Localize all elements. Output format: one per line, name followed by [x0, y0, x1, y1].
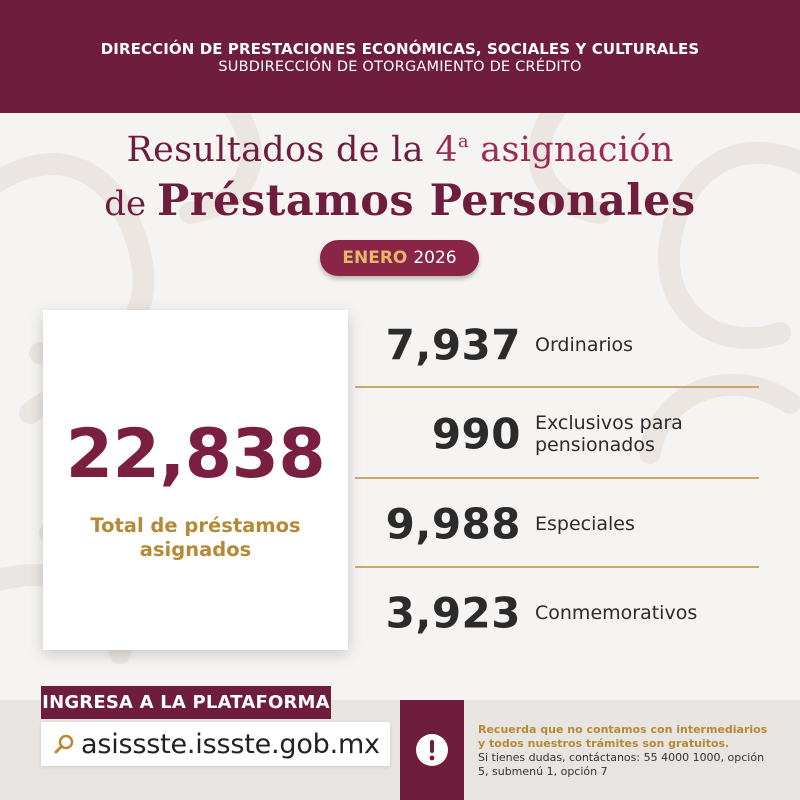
stat-row-ordinarios [355, 300, 759, 390]
notice-highlight: Recuerda que no contamos con intermediarios y todos nuestros trámites son gratuitos. [478, 723, 768, 750]
headline-line1-start: Resultados de la [126, 130, 436, 170]
headline-line1-end: asignación [468, 130, 674, 170]
exclamation-icon [414, 732, 450, 768]
header-subtitle: SUBDIRECCIÓN DE OTORGAMIENTO DE CRÉDITO [218, 59, 582, 75]
header-title: DIRECCIÓN DE PRESTACIONES ECONÓMICAS, SOCIALES Y CULTURALES [100, 40, 700, 58]
notice-text [478, 723, 768, 779]
stat-label: Conmemorativos [535, 602, 698, 624]
stat-row-pensionados [355, 389, 759, 479]
headline-line-2 [0, 176, 800, 226]
stat-row-especiales [355, 479, 759, 569]
platform-title: INGRESA A LA PLATAFORMA [41, 686, 331, 719]
stat-value: 7,937 [385, 320, 521, 370]
stat-row-conmemorativos [355, 568, 759, 658]
notice-contact: Si tienes dudas, contáctanos: 55 4000 1000, opción 5, submenú 1, opción 7 [478, 751, 765, 778]
stat-label: Ordinarios [535, 334, 634, 356]
search-icon [53, 733, 75, 755]
period-year: 2026 [413, 248, 457, 268]
total-card [43, 310, 348, 650]
notice-icon-box [400, 700, 464, 800]
platform-url: asissste.issste.gob.mx [81, 728, 380, 760]
stat-value: 3,923 [385, 588, 521, 638]
stat-label: Exclusivos para pensionados [535, 412, 683, 456]
headline-line2-prefix: de [104, 184, 157, 224]
stat-value: 9,988 [385, 499, 521, 549]
headline-line2-strong: Préstamos Personales [156, 176, 696, 226]
total-label: Total de préstamos asignados [90, 514, 301, 561]
stat-label: Especiales [535, 513, 635, 535]
total-value: 22,838 [65, 415, 326, 494]
stat-value: 990 [431, 409, 521, 459]
period-badge [320, 240, 479, 276]
headline-ordinal: 4$^a$ [435, 130, 469, 170]
period-month: ENERO [342, 248, 408, 268]
header-banner [0, 0, 800, 113]
divider [355, 386, 759, 388]
headline-line-1 [0, 130, 800, 170]
platform-url-link[interactable] [41, 722, 390, 766]
